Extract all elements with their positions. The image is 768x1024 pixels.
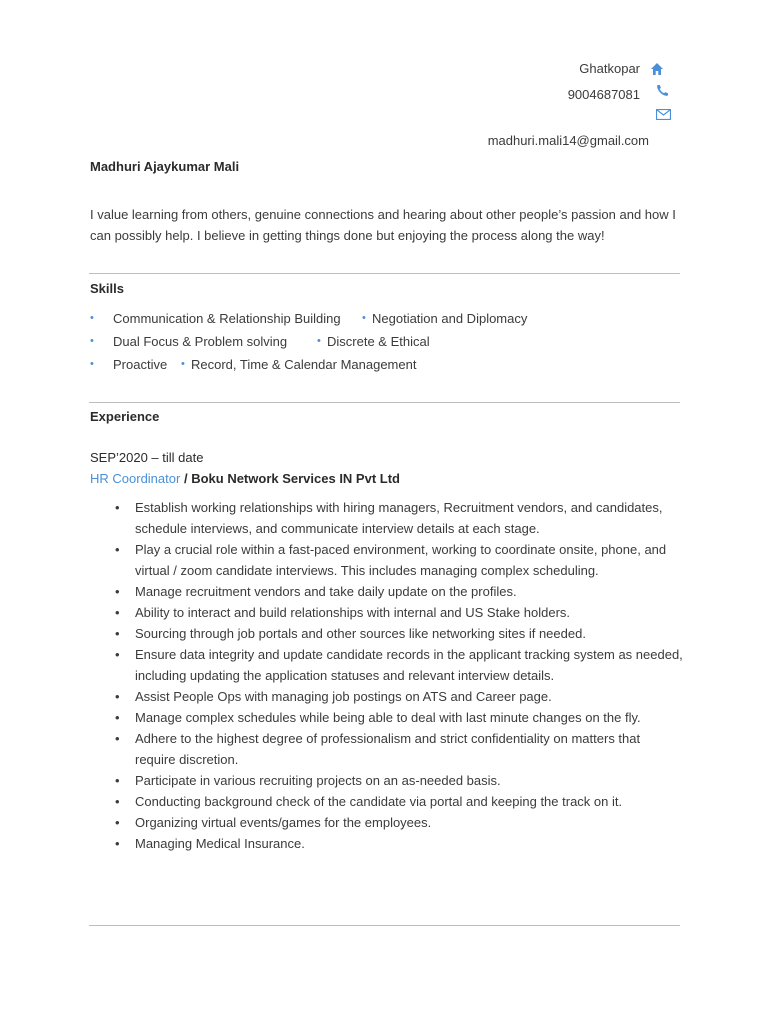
list-item: • Managing Medical Insurance. — [135, 833, 683, 854]
skill-item: Negotiation and Diplomacy — [372, 311, 528, 326]
separator: / — [183, 471, 188, 486]
bullet-icon: • — [362, 312, 366, 324]
contact-location: Ghatkopar — [579, 61, 640, 76]
divider — [89, 402, 680, 403]
list-item: • Establish working relationships with hiring managers, Recruitment vendors, and candidates, schedule interviews, and communicate interview details at each stage. — [135, 497, 683, 539]
skill-item: Dual Focus & Problem solving — [113, 334, 288, 349]
bullet-icon: • — [90, 312, 94, 324]
skill-item: Record, Time & Calendar Management — [191, 357, 417, 372]
list-item: • Play a crucial role within a fast-paced environment, working to coordinate onsite, phone, and virtual / zoom candidate interviews. This includes managing complex scheduling. — [135, 539, 683, 581]
home-icon — [650, 62, 666, 76]
contact-email[interactable]: madhuri.mali14@gmail.com — [487, 133, 649, 148]
job-role: HR Coordinator — [90, 471, 181, 486]
company-name: Boku Network Services IN Pvt Ltd — [191, 471, 400, 486]
list-item: • Organizing virtual events/games for the employees. — [135, 812, 683, 833]
profile-summary: I value learning from others, genuine connections and hearing about other people’s passion and how I can possibly help. I believe in getting things done but enjoying the process along the way! — [90, 207, 676, 243]
divider — [89, 273, 680, 274]
contact-phone: 9004687081 — [567, 87, 640, 102]
duties-list — [135, 497, 683, 854]
list-item: • Ensure data integrity and update candidate records in the applicant tracking system as needed, including updating the application statuses and relevant interview details. — [135, 644, 683, 686]
list-item: • Manage recruitment vendors and take daily update on the profiles. — [135, 581, 683, 602]
list-item: • Ability to interact and build relationships with internal and US Stake holders. — [135, 602, 683, 623]
list-item: • Assist People Ops with managing job postings on ATS and Career page. — [135, 686, 683, 707]
skill-item: Proactive — [113, 357, 168, 372]
divider — [89, 925, 680, 926]
candidate-name: Madhuri Ajaykumar Mali — [90, 159, 240, 174]
job-title-line — [90, 471, 400, 486]
list-item: • Conducting background check of the candidate via portal and keeping the track on it. — [135, 791, 683, 812]
list-item: • Sourcing through job portals and other sources like networking sites if needed. — [135, 623, 683, 644]
bullet-icon: • — [90, 358, 94, 370]
skills-heading: Skills — [90, 281, 124, 296]
skill-item: Discrete & Ethical — [327, 334, 430, 349]
skill-item: Communication & Relationship Building — [113, 311, 341, 326]
bullet-icon: • — [181, 358, 185, 370]
bullet-icon: • — [90, 335, 94, 347]
experience-heading: Experience — [90, 409, 160, 424]
list-item: • Manage complex schedules while being able to deal with last minute changes on the fly. — [135, 707, 683, 728]
bullet-icon: • — [317, 335, 321, 347]
phone-icon — [656, 84, 672, 98]
list-item: • Adhere to the highest degree of professionalism and strict confidentiality on matters that require discretion. — [135, 728, 683, 770]
envelope-icon — [656, 108, 672, 122]
list-item: • Participate in various recruiting projects on an as-needed basis. — [135, 770, 683, 791]
job-period: SEP’2020 – till date — [90, 450, 204, 465]
